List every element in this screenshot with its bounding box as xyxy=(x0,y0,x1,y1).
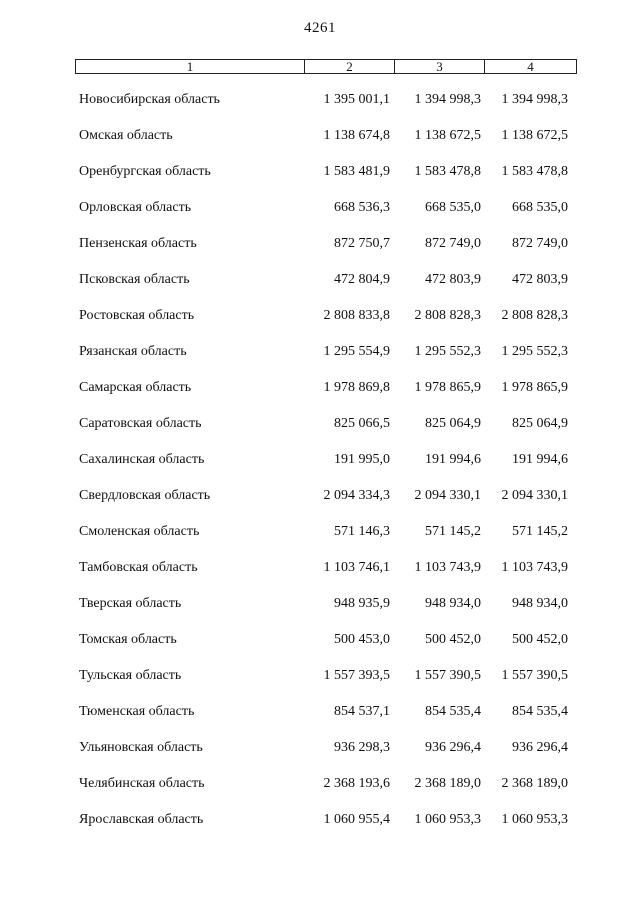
value-col-4: 854 535,4 xyxy=(512,704,568,719)
region-name: Ульяновская область xyxy=(79,740,203,755)
value-col-4: 2 094 330,1 xyxy=(501,488,568,503)
value-col-3: 825 064,9 xyxy=(425,416,481,431)
table-row xyxy=(0,551,640,587)
region-name: Орловская область xyxy=(79,200,192,215)
value-col-2: 668 536,3 xyxy=(334,200,390,215)
value-col-2: 854 537,1 xyxy=(334,704,390,719)
value-col-3: 2 808 828,3 xyxy=(414,308,481,323)
value-col-2: 1 103 746,1 xyxy=(323,560,390,575)
table-row xyxy=(0,587,640,623)
value-col-2: 1 060 955,4 xyxy=(323,812,390,827)
region-name: Томская область xyxy=(79,632,177,647)
value-col-4: 500 452,0 xyxy=(512,632,568,647)
region-name: Ростовская область xyxy=(79,308,195,323)
value-col-4: 1 103 743,9 xyxy=(501,560,568,575)
table-row xyxy=(0,335,640,371)
value-col-2: 1 395 001,1 xyxy=(323,92,390,107)
table-row xyxy=(0,623,640,659)
value-col-2: 948 935,9 xyxy=(334,596,390,611)
region-name: Омская область xyxy=(79,128,173,143)
value-col-2: 2 808 833,8 xyxy=(323,308,390,323)
value-col-4: 472 803,9 xyxy=(512,272,568,287)
value-col-2: 2 368 193,6 xyxy=(323,776,390,791)
value-col-2: 1 583 481,9 xyxy=(323,164,390,179)
table-row xyxy=(0,191,640,227)
value-col-4: 825 064,9 xyxy=(512,416,568,431)
value-col-4: 936 296,4 xyxy=(512,740,568,755)
value-col-4: 2 808 828,3 xyxy=(501,308,568,323)
value-col-2: 936 298,3 xyxy=(334,740,390,755)
value-col-2: 1 295 554,9 xyxy=(323,344,390,359)
value-col-4: 668 535,0 xyxy=(512,200,568,215)
value-col-3: 1 557 390,5 xyxy=(414,668,481,683)
region-name: Рязанская область xyxy=(79,344,187,359)
region-name: Свердловская область xyxy=(79,488,211,503)
value-col-4: 1 978 865,9 xyxy=(501,380,568,395)
table-row xyxy=(0,695,640,731)
value-col-4: 948 934,0 xyxy=(512,596,568,611)
value-col-2: 1 557 393,5 xyxy=(323,668,390,683)
value-col-4: 1 060 953,3 xyxy=(501,812,568,827)
table-row xyxy=(0,479,640,515)
region-name: Смоленская область xyxy=(79,524,200,539)
value-col-3: 1 103 743,9 xyxy=(414,560,481,575)
region-name: Оренбургская область xyxy=(79,164,211,179)
header-col-3: 3 xyxy=(395,60,485,74)
region-name: Псковская область xyxy=(79,272,190,287)
table-row xyxy=(0,731,640,767)
value-col-3: 1 138 672,5 xyxy=(414,128,481,143)
table-row xyxy=(0,443,640,479)
region-name: Тамбовская область xyxy=(79,560,198,575)
region-name: Саратовская область xyxy=(79,416,202,431)
table-row xyxy=(0,659,640,695)
region-name: Новосибирская область xyxy=(79,92,220,107)
region-name: Пензенская область xyxy=(79,236,197,251)
value-col-3: 1 978 865,9 xyxy=(414,380,481,395)
value-col-3: 500 452,0 xyxy=(425,632,481,647)
value-col-4: 1 583 478,8 xyxy=(501,164,568,179)
value-col-3: 571 145,2 xyxy=(425,524,481,539)
region-table-body xyxy=(0,83,640,839)
value-col-4: 1 557 390,5 xyxy=(501,668,568,683)
value-col-3: 472 803,9 xyxy=(425,272,481,287)
table-row xyxy=(0,119,640,155)
value-col-3: 2 094 330,1 xyxy=(414,488,481,503)
region-name: Челябинская область xyxy=(79,776,205,791)
header-col-4: 4 xyxy=(485,60,577,74)
value-col-2: 1 138 674,8 xyxy=(323,128,390,143)
table-row xyxy=(0,407,640,443)
region-name: Сахалинская область xyxy=(79,452,205,467)
value-col-2: 825 066,5 xyxy=(334,416,390,431)
header-col-1: 1 xyxy=(76,60,305,74)
value-col-4: 1 295 552,3 xyxy=(501,344,568,359)
table-row xyxy=(0,155,640,191)
value-col-2: 191 995,0 xyxy=(334,452,390,467)
value-col-2: 472 804,9 xyxy=(334,272,390,287)
table-row xyxy=(0,263,640,299)
value-col-3: 1 583 478,8 xyxy=(414,164,481,179)
value-col-3: 948 934,0 xyxy=(425,596,481,611)
value-col-4: 571 145,2 xyxy=(512,524,568,539)
value-col-3: 1 295 552,3 xyxy=(414,344,481,359)
value-col-4: 2 368 189,0 xyxy=(501,776,568,791)
region-name: Самарская область xyxy=(79,380,192,395)
value-col-3: 936 296,4 xyxy=(425,740,481,755)
value-col-4: 872 749,0 xyxy=(512,236,568,251)
region-name: Ярославская область xyxy=(79,812,204,827)
value-col-3: 668 535,0 xyxy=(425,200,481,215)
value-col-3: 1 394 998,3 xyxy=(414,92,481,107)
value-col-2: 1 978 869,8 xyxy=(323,380,390,395)
value-col-2: 2 094 334,3 xyxy=(323,488,390,503)
table-row xyxy=(0,803,640,839)
table-row xyxy=(0,515,640,551)
header-col-2: 2 xyxy=(305,60,395,74)
region-name: Тверская область xyxy=(79,596,182,611)
value-col-3: 2 368 189,0 xyxy=(414,776,481,791)
region-name: Тульская область xyxy=(79,668,182,683)
value-col-4: 1 138 672,5 xyxy=(501,128,568,143)
value-col-4: 1 394 998,3 xyxy=(501,92,568,107)
value-col-3: 854 535,4 xyxy=(425,704,481,719)
table-row xyxy=(0,227,640,263)
value-col-2: 872 750,7 xyxy=(334,236,390,251)
table-row xyxy=(0,83,640,119)
table-row xyxy=(0,767,640,803)
value-col-2: 500 453,0 xyxy=(334,632,390,647)
header-row xyxy=(76,60,577,74)
value-col-2: 571 146,3 xyxy=(334,524,390,539)
table-row xyxy=(0,371,640,407)
column-number-header xyxy=(75,59,577,74)
region-name: Тюменская область xyxy=(79,704,195,719)
value-col-3: 1 060 953,3 xyxy=(414,812,481,827)
value-col-3: 872 749,0 xyxy=(425,236,481,251)
value-col-4: 191 994,6 xyxy=(512,452,568,467)
page-number: 4261 xyxy=(304,20,336,36)
value-col-3: 191 994,6 xyxy=(425,452,481,467)
table-row xyxy=(0,299,640,335)
